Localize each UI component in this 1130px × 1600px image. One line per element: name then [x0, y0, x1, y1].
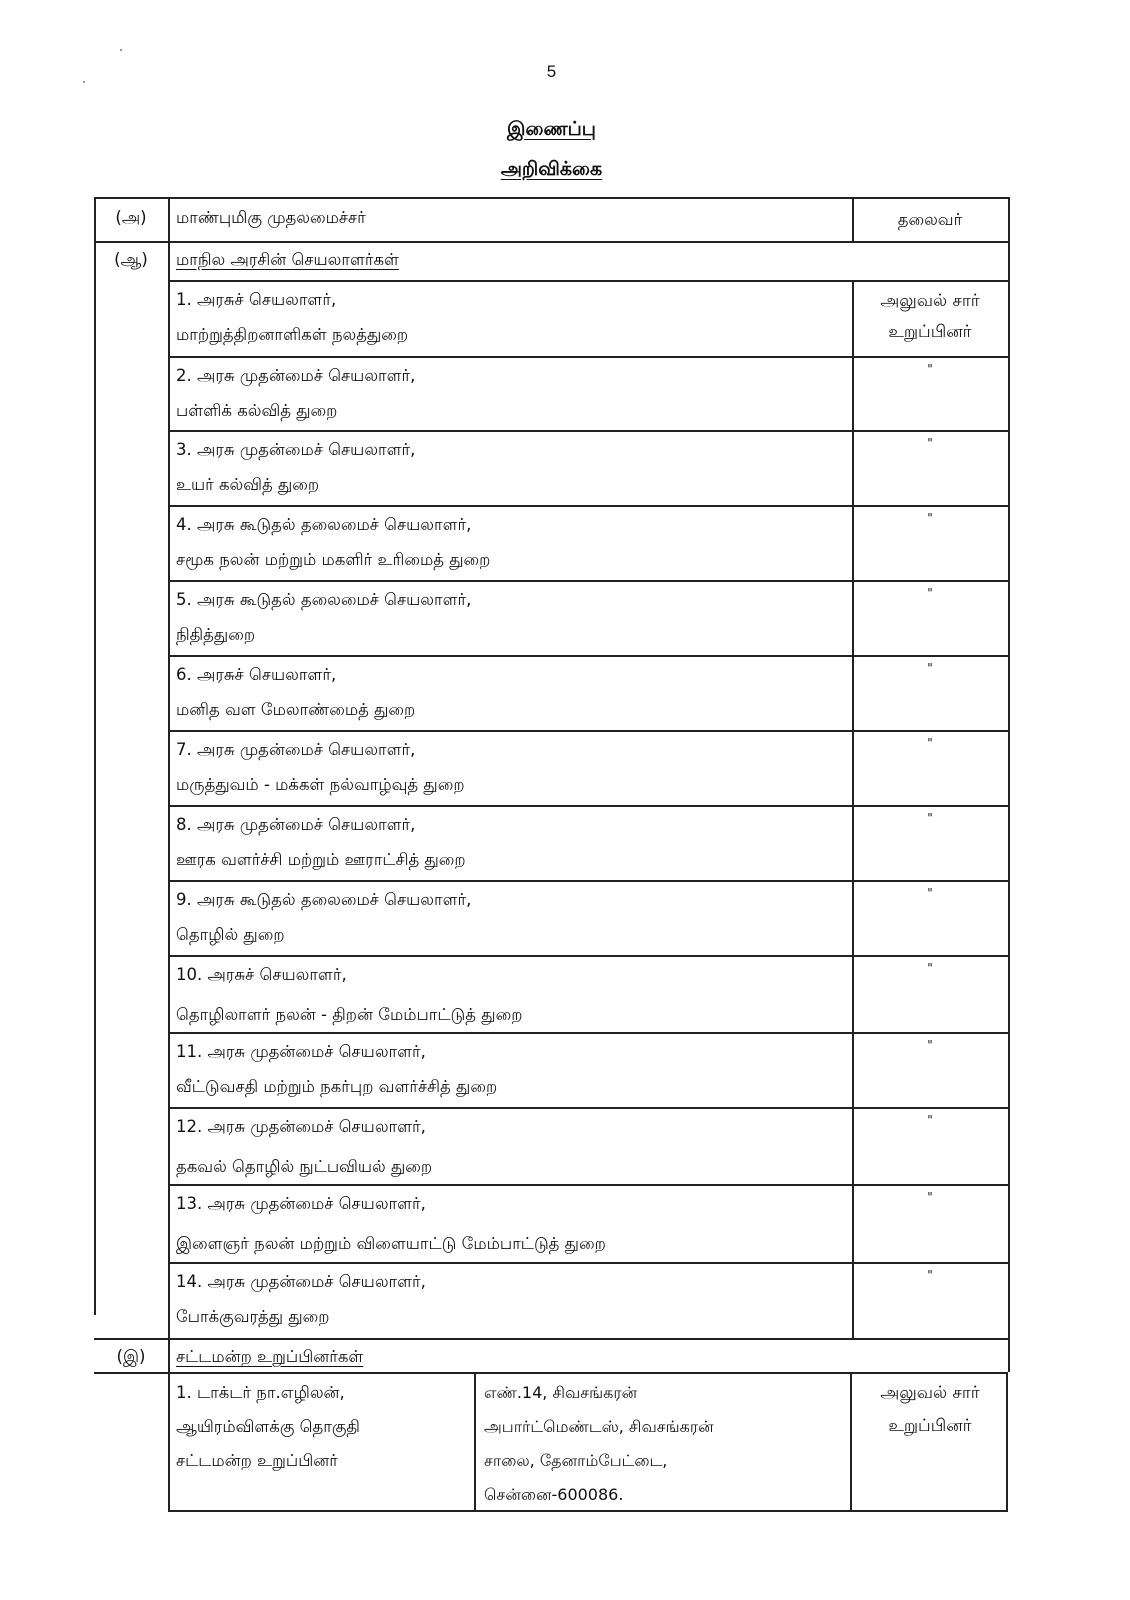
table-rule — [168, 1338, 170, 1510]
table-rule — [168, 955, 1008, 957]
member-role: அலுவல் சார் — [880, 1383, 980, 1403]
member-department: போக்குவரத்து துறை — [176, 1307, 330, 1326]
ditto-mark: " — [927, 1190, 933, 1204]
document-subtitle: அறிவிக்கை — [500, 158, 603, 180]
member-designation: 11. அரசு முதன்மைச் செயலாளர், — [176, 1042, 426, 1061]
role-chairman: தலைவர் — [897, 210, 963, 229]
table-rule — [168, 730, 1008, 732]
member-department: சமூக நலன் மற்றும் மகளிர் உரிமைத் துறை — [176, 550, 491, 569]
member-department: உயர் கல்வித் துறை — [176, 475, 320, 494]
member-role: உறுப்பினர் — [888, 1416, 972, 1436]
table-rule — [168, 280, 1008, 282]
member-role: அலுவல் சார் — [880, 291, 980, 311]
section-label: (ஆ) — [114, 250, 148, 269]
member-designation: 8. அரசு முதன்மைச் செயலாளர், — [176, 815, 416, 834]
member-department: தகவல் தொழில் நுட்பவியல் துறை — [176, 1157, 433, 1176]
section-heading: மாநில அரசின் செயலாளர்கள் — [176, 250, 399, 269]
table-rule — [168, 580, 1008, 582]
member-department: தொழில் துறை — [176, 925, 285, 944]
member-designation: 6. அரசுச் செயலாளர், — [176, 665, 337, 684]
member-designation: 5. அரசு கூடுதல் தலைமைச் செயலாளர், — [176, 590, 472, 609]
ditto-mark: " — [927, 1113, 933, 1127]
member-designation: 4. அரசு கூடுதல் தலைமைச் செயலாளர், — [176, 515, 472, 534]
ditto-mark: " — [927, 736, 933, 750]
section-heading: மாண்புமிகு முதலமைச்சர் — [176, 208, 366, 227]
table-rule — [1008, 197, 1010, 280]
ditto-mark: " — [927, 511, 933, 525]
ditto-mark: " — [927, 961, 933, 975]
legislator-address-line: சாலை, தேனாம்பேட்டை, — [484, 1451, 668, 1470]
member-designation: 1. அரசுச் செயலாளர், — [176, 290, 337, 309]
member-designation: 13. அரசு முதன்மைச் செயலாளர், — [176, 1194, 426, 1213]
table-rule — [168, 505, 1008, 507]
ditto-mark: " — [927, 362, 933, 376]
legislator-address-line: சென்னை-600086. — [484, 1485, 624, 1504]
table-rule — [168, 1032, 1008, 1034]
table-rule — [168, 880, 1008, 882]
table-rule — [168, 1107, 1008, 1109]
member-designation: 3. அரசு முதன்மைச் செயலாளர், — [176, 440, 416, 459]
table-rule — [474, 1372, 476, 1510]
ditto-mark: " — [927, 886, 933, 900]
member-department: வீட்டுவசதி மற்றும் நகர்புற வளர்ச்சித் துறை — [176, 1077, 498, 1096]
table-left-border — [94, 197, 96, 1315]
member-department: பள்ளிக் கல்வித் துறை — [176, 401, 338, 420]
ditto-mark: " — [927, 811, 933, 825]
ditto-mark: " — [927, 1268, 933, 1282]
table-rule — [168, 280, 170, 1338]
table-rule — [94, 197, 1008, 199]
member-department: மாற்றுத்திறனாளிகள் நலத்துறை — [176, 325, 409, 344]
member-department: இளைஞர் நலன் மற்றும் விளையாட்டு மேம்பாட்டுத் துறை — [176, 1234, 606, 1253]
member-designation: 9. அரசு கூடுதல் தலைமைச் செயலாளர், — [176, 890, 472, 909]
table-rule — [168, 197, 170, 280]
table-rule — [1008, 1338, 1010, 1372]
member-designation: 7. அரசு முதன்மைச் செயலாளர், — [176, 740, 416, 759]
legislator-name-line: சட்டமன்ற உறுப்பினர் — [176, 1451, 338, 1470]
member-department: மனித வள மேலாண்மைத் துறை — [176, 700, 416, 719]
table-rule — [168, 1184, 1008, 1186]
member-designation: 2. அரசு முதன்மைச் செயலாளர், — [176, 366, 416, 385]
member-department: ஊரக வளர்ச்சி மற்றும் ஊராட்சித் துறை — [176, 850, 466, 869]
ditto-mark: " — [927, 661, 933, 675]
legislator-name-line: 1. டாக்டர் நா.எழிலன், — [176, 1383, 345, 1402]
table-rule — [168, 655, 1008, 657]
table-rule — [168, 430, 1008, 432]
table-rule — [168, 1262, 1008, 1264]
member-department: தொழிலாளர் நலன் - திறன் மேம்பாட்டுத் துறை — [176, 1005, 523, 1024]
ditto-mark: " — [927, 436, 933, 450]
document-title: இணைப்பு — [507, 118, 596, 140]
scan-speck — [120, 49, 122, 51]
ditto-mark: " — [927, 1038, 933, 1052]
table-rule — [168, 805, 1008, 807]
member-role: உறுப்பினர் — [888, 322, 972, 342]
member-designation: 10. அரசுச் செயலாளர், — [176, 965, 347, 984]
ditto-mark: " — [927, 586, 933, 600]
legislator-address-line: அபார்ட்மெண்டஸ், சிவசங்கரன் — [484, 1417, 714, 1436]
table-rule — [1008, 280, 1010, 1338]
member-designation: 14. அரசு முதன்மைச் செயலாளர், — [176, 1272, 426, 1291]
table-rule — [168, 356, 1008, 358]
section-label: (அ) — [115, 208, 147, 227]
page-number: 5 — [546, 62, 557, 81]
member-department: நிதித்துறை — [176, 625, 256, 644]
legislator-name-line: ஆயிரம்விளக்கு தொகுதி — [176, 1417, 360, 1436]
section-heading: சட்டமன்ற உறுப்பினர்கள் — [176, 1347, 364, 1366]
legislator-address-line: எண்.14, சிவசங்கரன் — [484, 1383, 638, 1402]
member-designation: 12. அரசு முதன்மைச் செயலாளர், — [176, 1117, 426, 1136]
member-department: மருத்துவம் - மக்கள் நல்வாழ்வுத் துறை — [176, 775, 465, 794]
section-label: (இ) — [116, 1347, 146, 1366]
